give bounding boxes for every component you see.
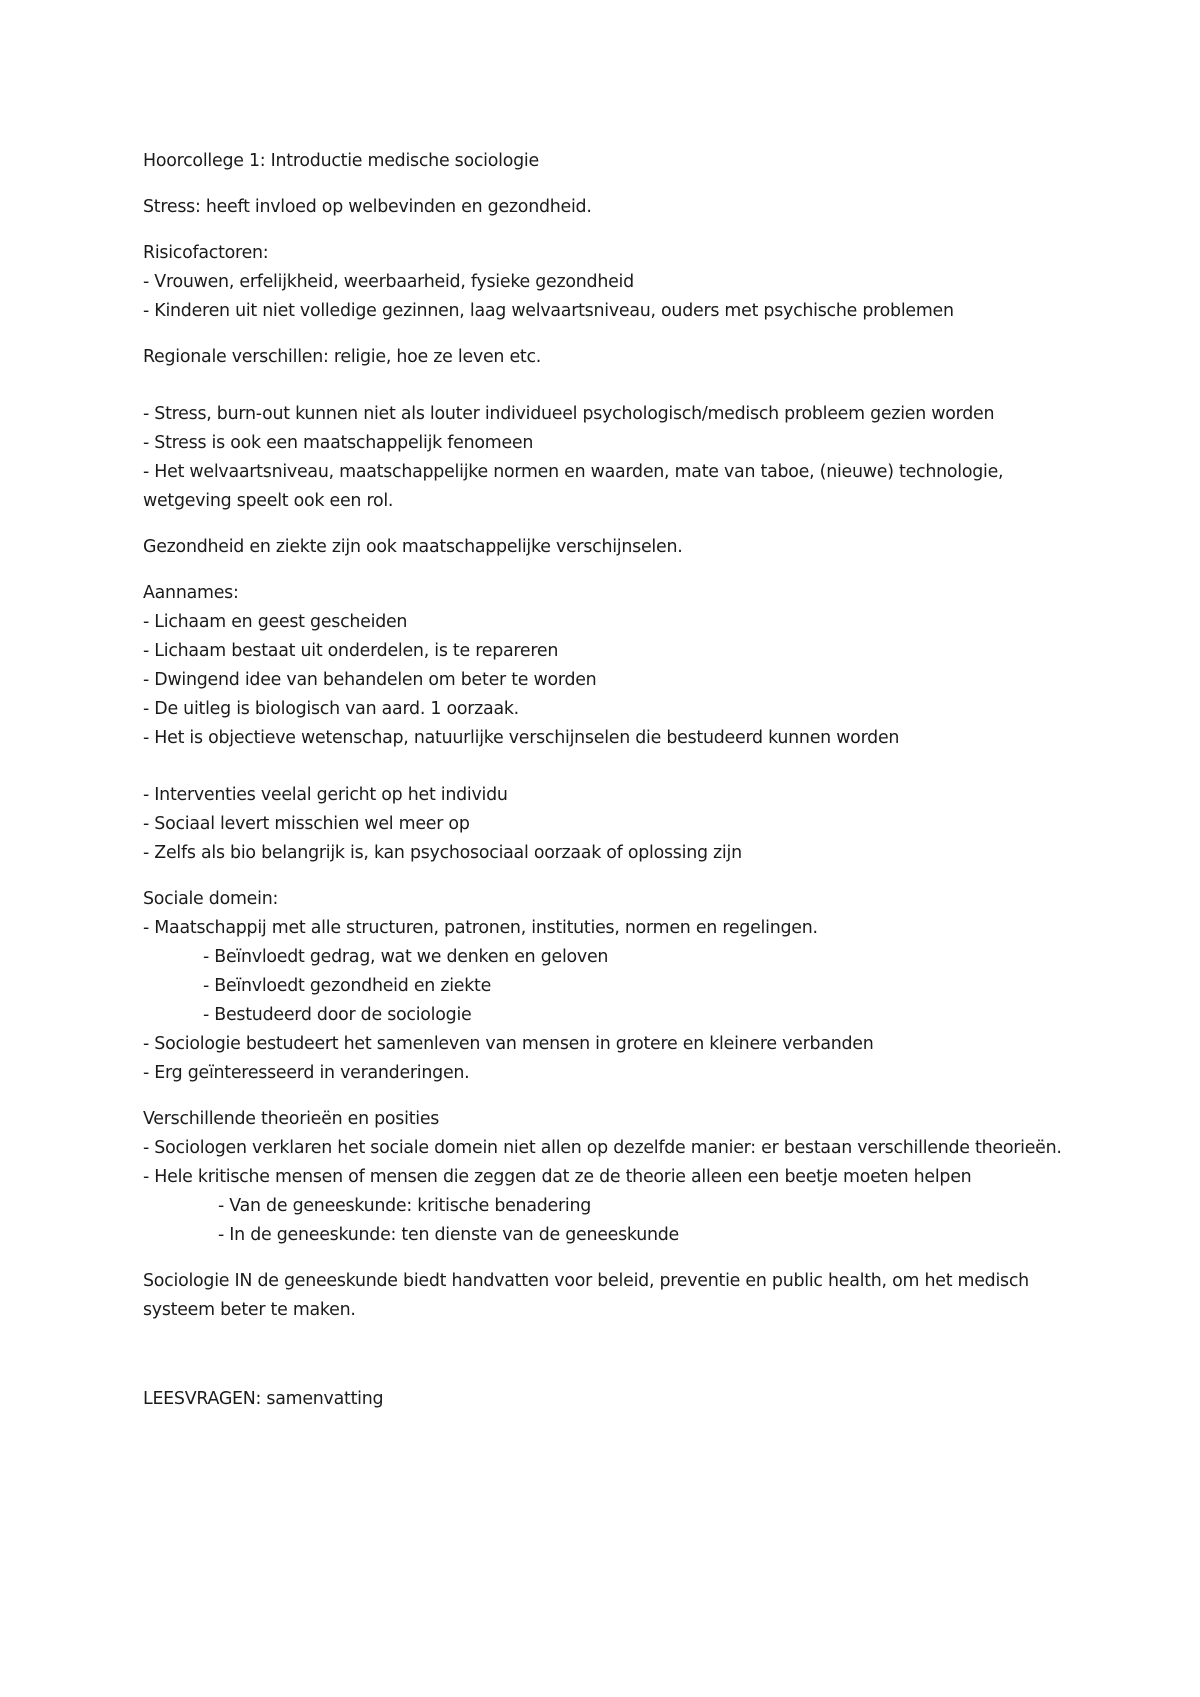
list-item: - De uitleg is biologisch van aard. 1 oorzaak.	[143, 699, 519, 719]
list-item: - Het is objectieve wetenschap, natuurlijke verschijnselen die bestudeerd kunnen worden	[143, 728, 900, 748]
list-item: - Lichaam bestaat uit onderdelen, is te repareren	[143, 641, 559, 661]
leesvragen-heading: LEESVRAGEN: samenvatting	[143, 1389, 384, 1409]
list-item: - Sociologen verklaren het sociale domein niet allen op dezelfde manier: er bestaan verschillende theorieën.	[143, 1138, 1062, 1158]
risico-heading: Risicofactoren:	[143, 243, 269, 263]
list-item: - Interventies veelal gericht op het individu	[143, 785, 508, 805]
document-body	[143, 147, 1068, 1414]
theorieen-heading: Verschillende theorieën en posities	[143, 1109, 440, 1129]
sub-list-item: - Beïnvloedt gedrag, wat we denken en geloven	[203, 947, 609, 967]
sub-list-item: - In de geneeskunde: ten dienste van de geneeskunde	[218, 1225, 679, 1245]
stress-intro: Stress: heeft invloed op welbevinden en gezondheid.	[143, 197, 592, 217]
conclusie-paragraph: Sociologie IN de geneeskunde biedt handvatten voor beleid, preventie en public health, om het medisch systeem beter te maken.	[143, 1271, 1029, 1320]
gezondheid-statement: Gezondheid en ziekte zijn ook maatschappelijke verschijnselen.	[143, 537, 683, 557]
list-item: - Stress, burn-out kunnen niet als louter individueel psychologisch/medisch probleem gezien worden	[143, 404, 995, 424]
sociale-domein-heading: Sociale domein:	[143, 889, 279, 909]
sub-list-item: - Van de geneeskunde: kritische benadering	[218, 1196, 592, 1216]
list-item: - Dwingend idee van behandelen om beter te worden	[143, 670, 597, 690]
list-item: - Zelfs als bio belangrijk is, kan psychosociaal oorzaak of oplossing zijn	[143, 843, 742, 863]
sub-list-item: - Beïnvloedt gezondheid en ziekte	[203, 976, 492, 996]
list-item: - Sociologie bestudeert het samenleven van mensen in grotere en kleinere verbanden	[143, 1034, 874, 1054]
list-item: - Lichaam en geest gescheiden	[143, 612, 408, 632]
list-item: - Kinderen uit niet volledige gezinnen, laag welvaartsniveau, ouders met psychische problemen	[143, 301, 954, 321]
page-title: Hoorcollege 1: Introductie medische sociologie	[143, 151, 539, 171]
aannames-heading: Aannames:	[143, 583, 239, 603]
list-item: - Hele kritische mensen of mensen die zeggen dat ze de theorie alleen een beetje moeten helpen	[143, 1167, 972, 1187]
list-item: - Het welvaartsniveau, maatschappelijke normen en waarden, mate van taboe, (nieuwe) technologie, wetgeving speelt ook een rol.	[143, 462, 1004, 511]
list-item: - Stress is ook een maatschappelijk fenomeen	[143, 433, 534, 453]
list-item: - Erg geïnteresseerd in veranderingen.	[143, 1063, 470, 1083]
regionale-line: Regionale verschillen: religie, hoe ze leven etc.	[143, 347, 542, 367]
list-item: - Vrouwen, erfelijkheid, weerbaarheid, fysieke gezondheid	[143, 272, 634, 292]
list-item: - Maatschappij met alle structuren, patronen, instituties, normen en regelingen.	[143, 918, 818, 938]
sub-list-item: - Bestudeerd door de sociologie	[203, 1005, 472, 1025]
list-item: - Sociaal levert misschien wel meer op	[143, 814, 470, 834]
